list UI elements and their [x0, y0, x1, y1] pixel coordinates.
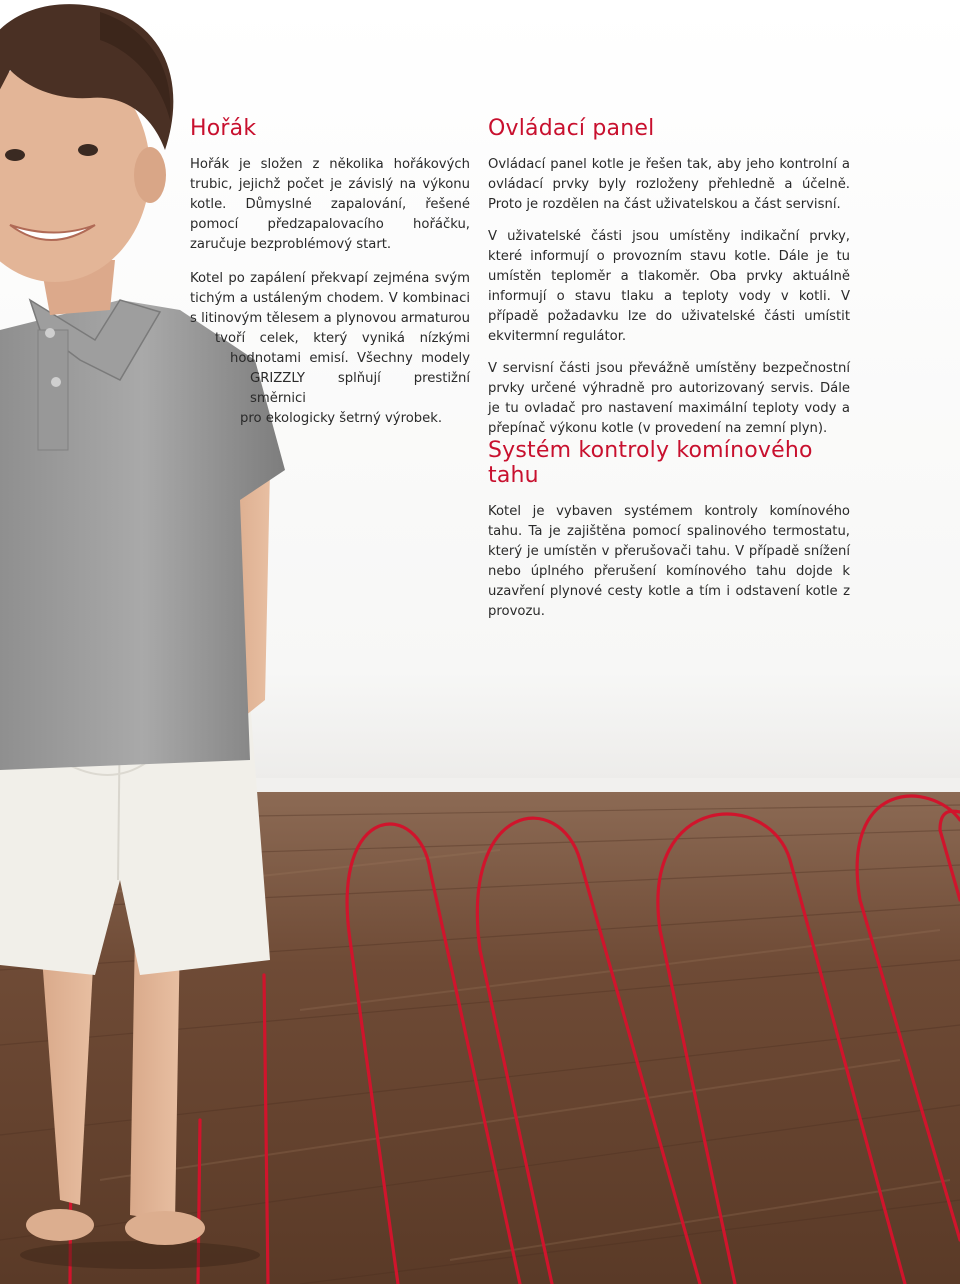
horak-line-3: s litinovým tělesem a plynovou armaturou [190, 311, 470, 326]
horak-line-4: tvoří celek, který vyniká nízkými [215, 331, 470, 346]
horak-line-6: GRIZZLY splňují prestižní směrnici [250, 371, 470, 406]
ovladaci-panel-paragraph-2: V uživatelské části jsou umístěny indikační prvky, které informují o provozním stavu kotle. Dále je tu umístěn teploměr a tlakoměr. Oba prvky aktuálně informují o stavu tlaku a teploty vody v kotli. V případě požadavku lze do uživatelské části umístit ekvitermní regulátor. [488, 229, 850, 344]
ovladaci-panel-paragraph-3: V servisní části jsou převážně umístěny bezpečnostní prvky určené výhradně pro autorizovaný servis. Dále je tu ovladač pro nastavení maximální teploty vody a přepínač výkonu kotle (v provedení na zemní plyn). [488, 361, 850, 436]
horak-line-5: hodnotami emisí. Všechny modely [230, 351, 470, 366]
horak-paragraph-1: Hořák je složen z několika hořákových trubic, jejichž počet je závislý na výkonu kotle. Důmyslné zapalování, řešené pomocí předzapalovacího hořáčku, zaručuje bezproblémový start. [190, 157, 470, 252]
horak-title: Hořák [190, 116, 257, 141]
kominovy-tah-paragraph-1: Kotel je vybaven systémem kontroly komínového tahu. Ta je zajištěna pomocí spalinového termostatu, který je umístěn v přerušovači tahu. V případě snížení nebo úplného přerušení komínového tahu dojde k uzavření plynové cesty kotle a tím i odstavení kotle z provozu. [488, 504, 850, 619]
horak-line-1: Kotel po zapálení překvapí zejména svým [190, 271, 470, 286]
kominovy-tah-title: Systém kontroly komínového tahu [488, 438, 813, 488]
ovladaci-panel-paragraph-1: Ovládací panel kotle je řešen tak, aby jeho kontrolní a ovládací prvky byly rozloženy přehledně a účelně. Proto je rozdělen na část uživatelskou a část servisní. [488, 157, 850, 212]
horak-line-7: pro ekologicky šetrný výrobek. [240, 411, 443, 426]
section-horak [190, 116, 470, 441]
ovladaci-panel-title: Ovládací panel [488, 116, 655, 141]
horak-line-2: tichým a ustáleným chodem. V kombinaci [190, 291, 470, 306]
horak-paragraph-2 [190, 269, 470, 429]
section-kominovy-tah [488, 438, 850, 634]
section-ovladaci-panel [488, 116, 850, 451]
